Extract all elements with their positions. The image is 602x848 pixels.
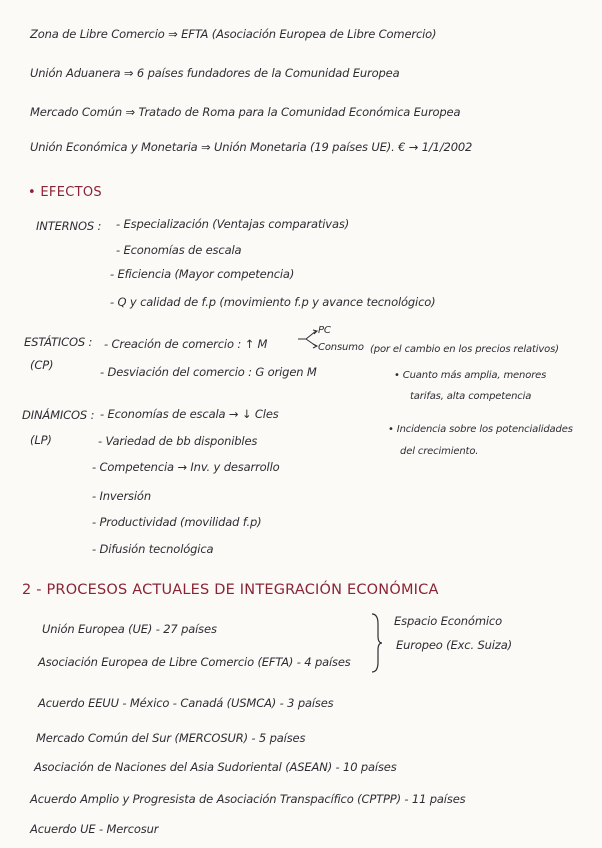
agreement-item: Unión Europea (UE) - 27 países [42, 622, 217, 636]
agreement-item: Mercado Común del Sur (MERCOSUR) - 5 países [36, 731, 306, 745]
brace-note: Espacio Económico [394, 614, 502, 628]
agreement-item: Asociación Europea de Libre Comercio (EFTA) - 4 países [38, 655, 351, 669]
dinamicos-item: - Inversión [92, 489, 151, 503]
dinamicos-label: DINÁMICOS : [22, 408, 95, 422]
definition-line: Mercado Común ⇒ Tratado de Roma para la Comunidad Económica Europea [30, 105, 461, 119]
internos-label: INTERNOS : [36, 219, 102, 233]
estaticos-item: - Desviación del comercio : G origen M [100, 365, 317, 379]
estaticos-note: • Incidencia sobre los potencialidades [388, 424, 573, 435]
right-brace-icon [370, 612, 384, 674]
estaticos-note: del crecimiento. [400, 446, 479, 457]
dinamicos-sub: (LP) [30, 433, 52, 447]
dinamicos-item: - Variedad de bb disponibles [98, 434, 258, 448]
estaticos-item: - Creación de comercio : ↑ M [104, 337, 268, 351]
agreement-item: Asociación de Naciones del Asia Sudoriental (ASEAN) - 10 países [34, 760, 397, 774]
definition-line: Unión Económica y Monetaria ⇒ Unión Monetaria (19 países UE). € → 1/1/2002 [30, 140, 473, 154]
definition-line: Zona de Libre Comercio ⇒ EFTA (Asociación Europea de Libre Comercio) [30, 27, 437, 41]
efectos-heading: • EFECTOS [28, 185, 102, 200]
definition-line: Unión Aduanera ⇒ 6 países fundadores de la Comunidad Europea [30, 66, 400, 80]
agreement-item: Acuerdo Amplio y Progresista de Asociación Transpacífico (CPTPP) - 11 países [30, 792, 466, 806]
estaticos-label: ESTÁTICOS : [24, 335, 93, 349]
brace-note: Europeo (Exc. Suiza) [396, 638, 512, 652]
internos-item: - Eficiencia (Mayor competencia) [110, 267, 295, 281]
estaticos-note: tarifas, alta competencia [410, 391, 532, 402]
arrow-split-icon [296, 327, 320, 349]
dinamicos-item: - Competencia → Inv. y desarrollo [92, 460, 280, 474]
precios-note: (por el cambio en los precios relativos) [370, 344, 559, 355]
estaticos-sub: (CP) [30, 358, 54, 372]
section2-heading: 2 - PROCESOS ACTUALES DE INTEGRACIÓN ECONÓMICA [22, 582, 439, 598]
internos-item: - Economías de escala [116, 243, 242, 257]
internos-item: - Especialización (Ventajas comparativas) [116, 217, 350, 231]
dinamicos-item: - Productividad (movilidad f.p) [92, 515, 262, 529]
dinamicos-item: - Economías de escala → ↓ Cles [100, 407, 279, 421]
pc-label: PC [318, 325, 331, 336]
agreement-item: Acuerdo EEUU - México - Canadá (USMCA) - 3 países [38, 696, 334, 710]
dinamicos-item: - Difusión tecnológica [92, 542, 214, 556]
internos-item: - Q y calidad de f.p (movimiento f.p y avance tecnológico) [110, 295, 436, 309]
estaticos-note: • Cuanto más amplia, menores [394, 370, 547, 381]
consumo-label: Consumo [318, 342, 364, 353]
agreement-item: Acuerdo UE - Mercosur [30, 822, 159, 836]
